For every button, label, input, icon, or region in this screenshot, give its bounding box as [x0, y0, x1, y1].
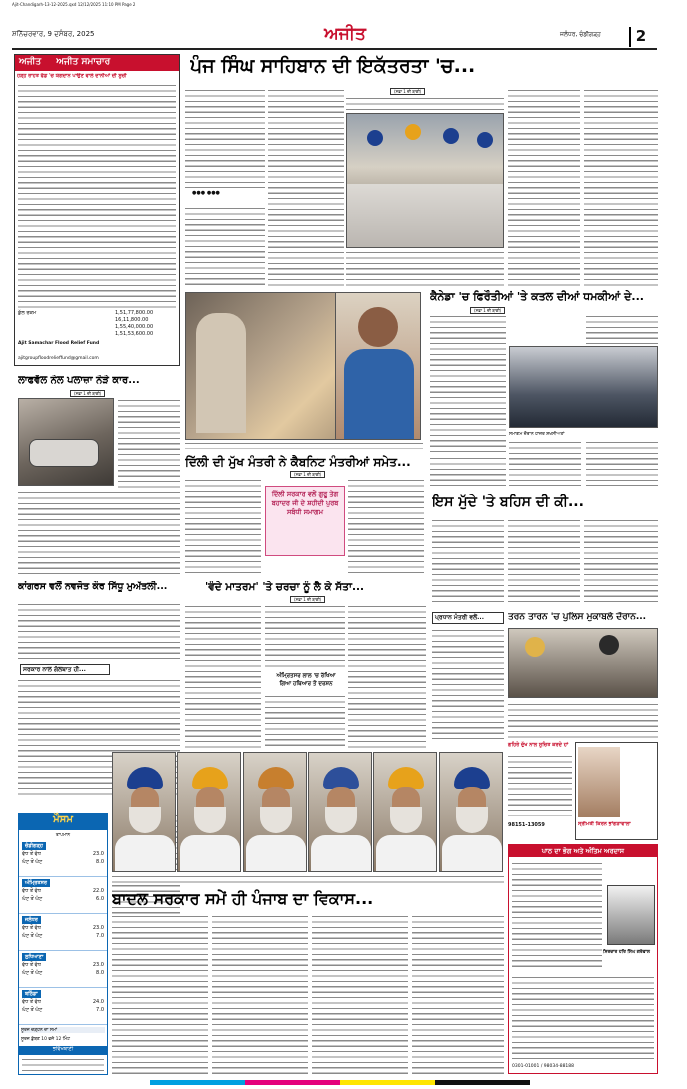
- min-value: 8.0: [96, 970, 104, 976]
- weather-title: ਮੌਸਮ: [19, 814, 107, 830]
- turban: [454, 767, 490, 789]
- fund-box-header: [15, 55, 179, 71]
- max-value: 24.0: [92, 999, 104, 1005]
- path-text: [512, 861, 602, 971]
- turban-saffron: [405, 124, 421, 140]
- total-value: 16,11,800.00: [115, 317, 149, 323]
- pm-text: [432, 628, 504, 740]
- obituary-text: [508, 754, 572, 816]
- badal-text-a: [112, 914, 208, 1074]
- max-row: [22, 850, 104, 858]
- turban: [323, 767, 359, 789]
- badal-photo-strip: [112, 752, 504, 872]
- headline-congress: ਕਾਂਗਰਸ ਵਲੋਂ ਨਵਜੋਤ ਕੌਰ ਸਿੱਧੂ ਮੁਅੱਤਲੀ...: [18, 581, 168, 592]
- min-value: 7.0: [96, 1007, 104, 1013]
- beard: [390, 807, 422, 833]
- sun-label: ਸੂਰਜ ਚੜ੍ਹਨ ਦਾ ਸਮਾਂ: [21, 1027, 105, 1033]
- page-number: 2: [629, 27, 651, 47]
- path-ad: [508, 844, 658, 1074]
- canada-text: [430, 314, 506, 454]
- max-row: [22, 924, 104, 932]
- shoulders: [311, 835, 371, 872]
- weather-city-row: [19, 840, 107, 877]
- shoulders: [180, 835, 240, 872]
- headline-vande: 'ਵੰਦੇ ਮਾਤਰਮ' 'ਤੇ ਚਰਚਾ ਨੂੰ ਲੈ ਕੇ ਸੱਤਾ...: [205, 581, 364, 593]
- lawful-text-cont: [18, 490, 180, 578]
- weather-city-row: [19, 877, 107, 914]
- canada-text-3: [586, 440, 658, 486]
- woman-photo: [335, 292, 421, 440]
- turban-blue: [443, 128, 459, 144]
- path-text-2: [512, 975, 654, 1061]
- min-value: 6.0: [96, 896, 104, 902]
- dress: [344, 349, 414, 439]
- max-label: ਵੱਧ ਤੋਂ ਵੱਧ: [22, 999, 41, 1005]
- continued-tag: (ਸਫ਼ਾ 1 ਦੀ ਬਾਕੀ): [290, 596, 325, 603]
- header-divider: [12, 48, 657, 50]
- vande-text-c: [265, 694, 345, 750]
- min-row: [22, 969, 104, 977]
- total-label: ਕੁੱਲ ਰਕਮ: [18, 310, 37, 316]
- continued-tag: (ਸਫ਼ਾ 1 ਦੀ ਬਾਕੀ): [390, 88, 425, 95]
- col2-text-b: [185, 206, 265, 286]
- min-label: ਘੱਟ ਤੋਂ ਘੱਟ: [22, 933, 43, 939]
- fund-brand: ਅਜੀਤ: [19, 57, 42, 67]
- temp-label: ਤਾਪਮਾਨ: [55, 833, 71, 838]
- max-value: 22.0: [92, 888, 104, 894]
- police-photo: [508, 628, 658, 698]
- weather-box: [18, 813, 108, 1075]
- amb-box: ਅੰਮ੍ਰਿਤਸਰ ਲਾਲ 'ਚ ਰੱਖਿਆ ਗਿਆ ਹਥਿਆਰ ਤੋਂ ਦਰਸ਼ਨ: [276, 673, 336, 687]
- vande-text-b: [265, 604, 345, 668]
- headline-pm: ਪ੍ਰਧਾਨ ਮੰਤਰੀ ਵਲੋਂ...: [432, 612, 504, 624]
- min-row: [22, 858, 104, 866]
- city-name: ਬਠਿੰਡਾ: [22, 990, 41, 998]
- head-dark: [599, 635, 619, 655]
- edition-line: ਜਲੰਧਰ, ਚੰਡੀਗੜ੍ਹ: [560, 31, 601, 38]
- print-meta: Ajit-Chandigarh-13-12-2025.qxd 12/12/2025 11:10 PM Page 2: [12, 2, 136, 7]
- headline-small1: ਸਰਕਾਰ ਨਾਲ ਗੱਲਬਾਤ ਹੀ...: [20, 664, 110, 675]
- portrait-photo: [177, 752, 241, 872]
- headline-delhi: ਦਿੱਲੀ ਦੀ ਮੁੱਖ ਮੰਤਰੀ ਨੇ ਕੈਬਨਿਟ ਮੰਤਰੀਆਂ ਸਮੇਤ...: [185, 455, 411, 469]
- canada-meeting-photo: [509, 346, 658, 428]
- delhi-text-a: [185, 478, 261, 574]
- max-value: 23.0: [92, 962, 104, 968]
- delhi-text-b: [348, 478, 424, 574]
- min-label: ਘੱਟ ਤੋਂ ਘੱਟ: [22, 896, 43, 902]
- city-name: ਜਲੰਧਰ: [22, 916, 41, 924]
- car-blast-photo: [18, 398, 114, 486]
- obituary-phone: 98151-13059: [508, 822, 545, 828]
- obituary-ad: [575, 742, 658, 840]
- total-value: 1,55,40,000.00: [115, 324, 154, 330]
- canada-text-right: [586, 314, 658, 346]
- col2-sub: ●●● ●●●: [192, 190, 220, 196]
- path-phone: 0301-01001 / 98034-88188: [512, 1064, 575, 1069]
- turban-yellow: [525, 637, 545, 657]
- lamp-caption: [185, 441, 423, 449]
- portrait-photo: [243, 752, 307, 872]
- obituary-name: ਸ੍ਰੀਮਤੀ ਕਿਰਨ ਭਾਂਗੜਾਵਾਲਾ: [578, 821, 631, 827]
- turban: [258, 767, 294, 789]
- masthead: ਅਜੀਤ: [324, 24, 366, 44]
- weather-city-row: [19, 951, 107, 988]
- max-row: [22, 961, 104, 969]
- min-label: ਘੱਟ ਤੋਂ ਘੱਟ: [22, 1007, 43, 1013]
- fund-section: ਅਜੀਤ ਸਮਾਚਾਰ: [56, 57, 111, 67]
- weather-city-row: [19, 988, 107, 1025]
- portrait-photo: [308, 752, 372, 872]
- portrait-photo: [373, 752, 437, 872]
- shoulders: [376, 835, 436, 872]
- taran-text: [508, 702, 658, 740]
- issue-text-c: [584, 518, 658, 606]
- badal-text-d: [412, 914, 504, 1074]
- col5-text: [508, 88, 580, 286]
- weather-rows: [19, 840, 107, 1025]
- donor-list: [18, 83, 176, 308]
- turban-blue: [477, 132, 493, 148]
- total-values: [115, 310, 153, 338]
- weather-city-row: [19, 914, 107, 951]
- max-value: 23.0: [92, 851, 104, 857]
- singh-sahiban-photo: [346, 113, 504, 248]
- vande-text-d: [348, 604, 426, 750]
- path-name: ਸਿਰਦਾਰ ਹਰਿ ਸਿੰਘ ਗਰੇਵਾਲ: [603, 950, 650, 955]
- robes: [347, 184, 503, 247]
- city-name: ਲੁਧਿਆਣਾ: [22, 953, 46, 961]
- fund-box: [14, 54, 180, 366]
- obituary-photo: [578, 747, 620, 817]
- headline-top: ਪੰਜ ਸਿੰਘ ਸਾਹਿਬਾਨ ਦੀ ਇਕੱਤਰਤਾ 'ਚ...: [190, 55, 476, 77]
- sun-times: ਸੂਰਜ ਡੁੱਬਣ 10 ਵਜੇ 12 ਮਿੰਟ: [21, 1037, 71, 1042]
- fund-email: ajitgroupfloodrelieffund@gmail.com: [18, 356, 99, 361]
- shoulders: [442, 835, 502, 872]
- min-row: [22, 932, 104, 940]
- min-label: ਘੱਟ ਤੋਂ ਘੱਟ: [22, 970, 43, 976]
- min-row: [22, 1006, 104, 1014]
- portrait-photo: [112, 752, 176, 872]
- beard: [456, 807, 488, 833]
- min-label: ਘੱਟ ਤੋਂ ਘੱਟ: [22, 859, 43, 865]
- turban: [127, 767, 163, 789]
- bank-label: Ajit Samachar Flood Relief Fund: [18, 341, 100, 346]
- beard: [260, 807, 292, 833]
- headline-canada: ਕੈਨੇਡਾ 'ਚ ਫਿਰੌਤੀਆਂ 'ਤੇ ਕਤਲ ਦੀਆਂ ਧਮਕੀਆਂ ਦੇ...: [430, 290, 644, 303]
- headline-badal: ਬਾਦਲ ਸਰਕਾਰ ਸਮੇਂ ਹੀ ਪੰਜਾਬ ਦਾ ਵਿਕਾਸ...: [112, 889, 374, 908]
- col2-text-a: [185, 88, 265, 188]
- turban-blue: [367, 130, 383, 146]
- total-value: 1,51,53,600.00: [115, 331, 154, 337]
- col6-text: [584, 88, 658, 286]
- total-value: 1,51,77,800.00: [115, 310, 154, 316]
- congress-text: [18, 602, 180, 662]
- canada-text-4: [430, 456, 506, 488]
- badal-text-c: [312, 914, 408, 1074]
- head: [358, 307, 398, 347]
- beard: [325, 807, 357, 833]
- col3-text: [268, 88, 344, 288]
- date-line: ਸ਼ਨਿੱਚਰਵਾਰ, 9 ਦਸੰਬਰ, 2025: [12, 30, 95, 38]
- pink-note: ਦਿੱਲੀ ਸਰਕਾਰ ਵਲੋਂ ਗੁਰੂ ਤੇਗ ਬਹਾਦਰ ਜੀ ਦੇ ਸ਼ਹੀਦੀ ਪੁਰਬ ਸਬੰਧੀ ਸਮਾਗਮ: [265, 486, 345, 556]
- turban: [192, 767, 228, 789]
- car-shape: [29, 439, 99, 467]
- beard: [129, 807, 161, 833]
- issue-text-b: [508, 518, 580, 606]
- continued-tag: (ਸਫ਼ਾ 1 ਦੀ ਬਾਕੀ): [470, 307, 505, 314]
- portrait-photo: [439, 752, 503, 872]
- canada-text-2: [509, 440, 581, 486]
- badal-text-b: [212, 914, 308, 1074]
- singh-caption: [346, 250, 504, 290]
- color-registration-bar: [150, 1080, 530, 1085]
- max-value: 23.0: [92, 925, 104, 931]
- max-row: [22, 998, 104, 1006]
- vande-text-a: [185, 604, 261, 750]
- lawful-text: [118, 398, 180, 488]
- photo-caption: ਸਮਾਗਮ ਦੌਰਾਨ ਹਾਜ਼ਰ ਸ਼ਖਸੀਅਤਾਂ: [509, 432, 565, 437]
- obituary-title: ਗਹਿਰੇ ਦੁੱਖ ਨਾਲ ਸੂਚਿਤ ਕਰਦੇ ਹਾਂ: [508, 742, 569, 748]
- continued-tag: (ਸਫ਼ਾ 1 ਦੀ ਬਾਕੀ): [290, 471, 325, 478]
- forecast-label: ਭਵਿੱਖਬਾਣੀ: [19, 1046, 107, 1055]
- city-name: ਚੰਡੀਗੜ੍ਹ: [22, 842, 46, 850]
- issue-text-a: [432, 518, 504, 606]
- badal-caption: [112, 874, 504, 884]
- path-title: ਪਾਠ ਦਾ ਭੋਗ ਅਤੇ ਅੰਤਿਮ ਅਰਦਾਸ: [509, 845, 657, 857]
- max-label: ਵੱਧ ਤੋਂ ਵੱਧ: [22, 925, 41, 931]
- shoulders: [115, 835, 175, 872]
- max-label: ਵੱਧ ਤੋਂ ਵੱਧ: [22, 851, 41, 857]
- city-name: ਅੰਮ੍ਰਿਤਸਰ: [22, 879, 50, 887]
- shoulders: [246, 835, 306, 872]
- turban: [388, 767, 424, 789]
- top-intro-text: [346, 96, 504, 110]
- headline-taran: ਤਰਨ ਤਾਰਨ 'ਚ ਪੁਲਿਸ ਮੁਕਾਬਲੇ ਦੌਰਾਨ...: [508, 612, 647, 622]
- fund-title: ਹੜ੍ਹ ਰਾਹਤ ਫੰਡ 'ਚ ਯੋਗਦਾਨ ਪਾਉਣ ਵਾਲੇ ਦਾਨੀਆਂ ਦੀ ਸੂਚੀ: [17, 73, 127, 79]
- max-label: ਵੱਧ ਤੋਂ ਵੱਧ: [22, 888, 41, 894]
- max-label: ਵੱਧ ਤੋਂ ਵੱਧ: [22, 962, 41, 968]
- min-value: 8.0: [96, 859, 104, 865]
- forecast-text: [22, 1057, 104, 1073]
- continued-tag: (ਸਫ਼ਾ 1 ਦੀ ਬਾਕੀ): [70, 390, 105, 397]
- beard: [194, 807, 226, 833]
- min-row: [22, 895, 104, 903]
- headline-lawful: ਲਾਫਵੱਲ ਨੇਲ ਪਲਾਜ਼ਾ ਨੇੜੇ ਕਾਰ...: [18, 375, 140, 386]
- path-photo: [607, 885, 655, 945]
- min-value: 7.0: [96, 933, 104, 939]
- headline-issue: ਇਸ ਮੁੱਦੇ 'ਤੇ ਬਹਿਸ ਦੀ ਕੀ...: [432, 494, 584, 510]
- figure: [196, 313, 246, 433]
- max-row: [22, 887, 104, 895]
